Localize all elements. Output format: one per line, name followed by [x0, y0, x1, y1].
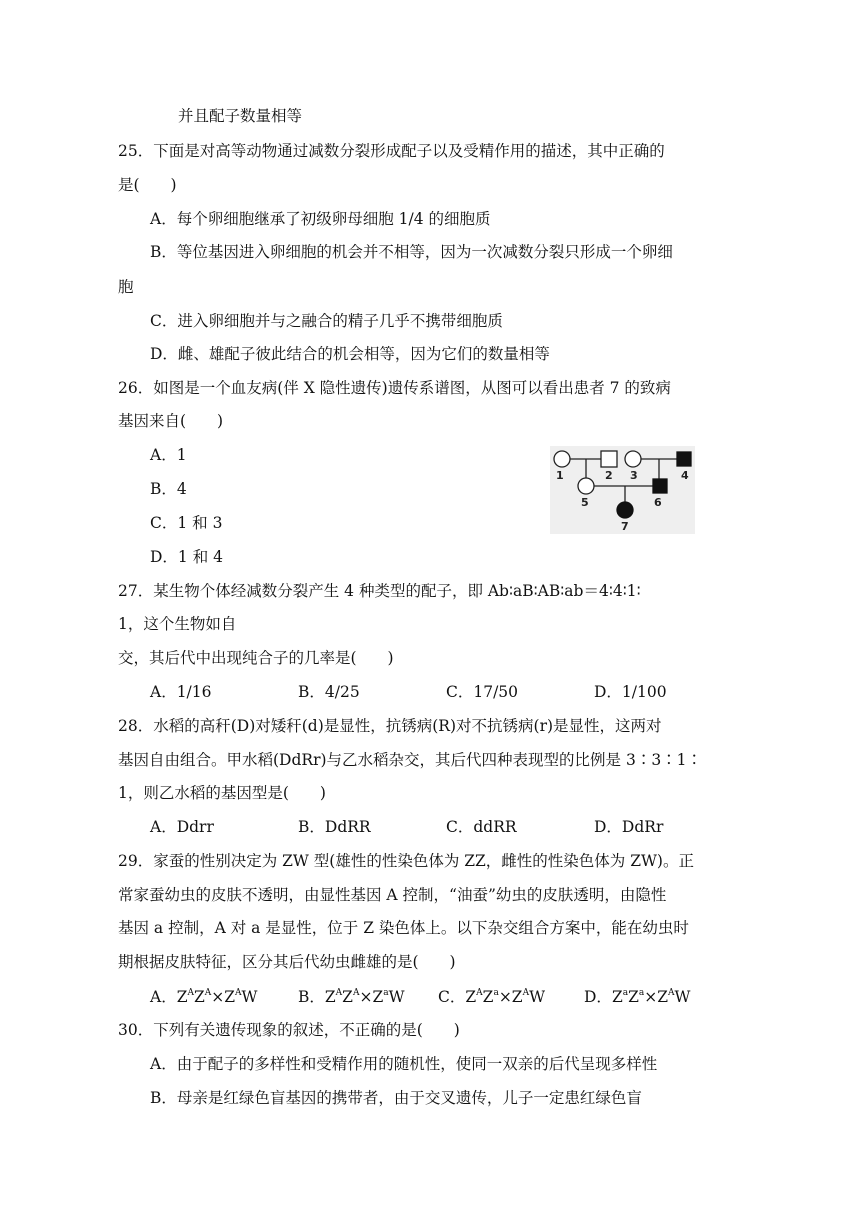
question-27-option-d: D．1/100 — [594, 683, 667, 701]
individual-2 — [601, 451, 617, 467]
question-26-option-c: C．1 和 3 — [150, 514, 223, 532]
question-26-stem-cont: 基因来自( ) — [118, 412, 224, 430]
question-29-option-c: C．$Z^AZ^a\times Z^AW$ — [438, 988, 546, 1006]
question-29-stem-cont3: 期根据皮肤特征，区分其后代幼虫雌雄的是( ) — [118, 953, 456, 971]
question-28-stem: 28．水稻的高秆(D)对矮秆(d)是显性，抗锈病(R)对不抗锈病(r)是显性，这两对 — [118, 717, 662, 735]
label-6: 6 — [654, 496, 662, 509]
question-28-option-b: B．DdRR — [298, 818, 371, 836]
question-25-option-c: C．进入卵细胞并与之融合的精子几乎不携带细胞质 — [150, 312, 503, 330]
question-25-option-b-cont: 胞 — [118, 278, 134, 296]
label-4: 4 — [681, 469, 689, 482]
question-27-stem-cont2: 交，其后代中出现纯合子的几率是( ) — [118, 649, 394, 667]
individual-7 — [617, 502, 633, 518]
label-1: 1 — [556, 469, 564, 482]
label-2: 2 — [605, 469, 613, 482]
question-28-stem-cont: 基因自由组合。甲水稻(DdRr)与乙水稻杂交，其后代四种表现型的比例是 3∶3∶1∶ — [118, 751, 703, 769]
label-5: 5 — [581, 496, 589, 509]
individual-4 — [677, 452, 691, 466]
question-27-stem-cont: 1，这个生物如自 — [118, 615, 237, 633]
question-27-option-b: B．4/25 — [298, 683, 360, 701]
question-26-stem: 26．如图是一个血友病(伴 X 隐性遗传)遗传系谱图，从图可以看出患者 7 的致病 — [118, 379, 671, 397]
label-7: 7 — [621, 520, 629, 533]
question-28-option-d: D．DdRr — [594, 818, 664, 836]
individual-3 — [625, 451, 641, 467]
individual-6 — [653, 479, 667, 493]
pedigree-diagram — [550, 446, 695, 534]
question-28-stem-cont2: 1，则乙水稻的基因型是( ) — [118, 784, 326, 802]
question-27-stem: 27．某生物个体经减数分裂产生 4 种类型的配子，即 Ab∶aB∶AB∶ab＝4∶4∶1∶ — [118, 582, 641, 600]
question-27-option-c: C．17/50 — [446, 683, 519, 701]
question-27-option-a: A．1/16 — [150, 683, 212, 701]
question-29-stem-cont2: 基因 a 控制，A 对 a 是显性，位于 Z 染色体上。以下杂交组合方案中，能在幼虫时 — [118, 919, 689, 937]
question-26-option-b: B．4 — [150, 480, 187, 498]
question-29-option-a: A．$Z^AZ^A\times Z^AW$ — [150, 988, 258, 1006]
question-30-option-b: B．母亲是红绿色盲基因的携带者，由于交叉遗传，儿子一定患红绿色盲 — [150, 1089, 642, 1107]
question-29-stem: 29．家蚕的性别决定为 ZW 型(雄性的性染色体为 ZZ，雌性的性染色体为 ZW)。正 — [118, 852, 694, 870]
question-29-stem-cont: 常家蚕幼虫的皮肤不透明，由显性基因 A 控制，“油蚕”幼虫的皮肤透明，由隐性 — [118, 886, 667, 904]
question-25-option-b: B．等位基因进入卵细胞的机会并不相等，因为一次减数分裂只形成一个卵细 — [150, 243, 673, 261]
question-26-option-d: D．1 和 4 — [150, 548, 224, 566]
question-25-option-a: A．每个卵细胞继承了初级卵母细胞 1/4 的细胞质 — [150, 210, 491, 228]
text-line: 并且配子数量相等 — [178, 107, 303, 125]
label-3: 3 — [630, 469, 638, 482]
individual-5 — [578, 478, 594, 494]
question-25-stem-cont: 是( ) — [118, 176, 177, 194]
question-30-option-a: A．由于配子的多样性和受精作用的随机性，使同一双亲的后代呈现多样性 — [150, 1055, 658, 1073]
question-26-option-a: A．1 — [150, 446, 187, 464]
question-30-stem: 30．下列有关遗传现象的叙述，不正确的是( ) — [118, 1021, 460, 1039]
question-29-option-b: B．$Z^AZ^A\times Z^aW$ — [298, 988, 405, 1006]
individual-1 — [554, 451, 570, 467]
question-29-option-d: D．$Z^aZ^a\times Z^AW$ — [584, 988, 691, 1006]
question-25-option-d: D．雌、雄配子彼此结合的机会相等，因为它们的数量相等 — [150, 345, 550, 363]
question-28-option-a: A．Ddrr — [150, 818, 214, 836]
question-25-stem: 25．下面是对高等动物通过减数分裂形成配子以及受精作用的描述，其中正确的 — [118, 142, 665, 160]
question-28-option-c: C．ddRR — [446, 818, 517, 836]
